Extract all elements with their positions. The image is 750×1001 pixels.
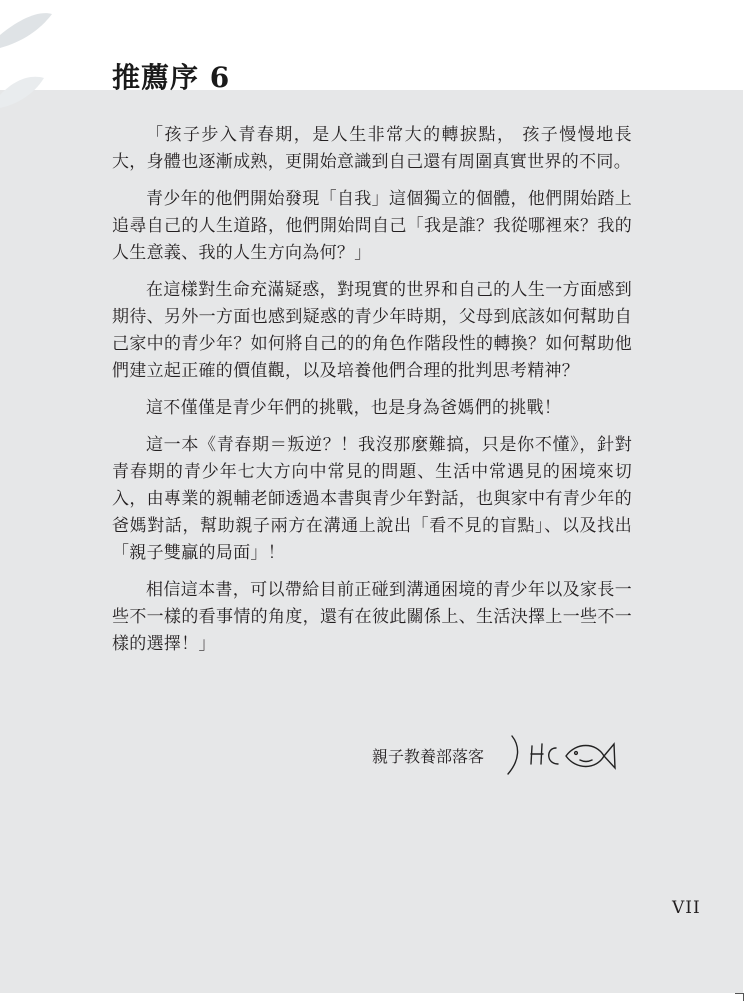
- author-title: 親子教養部落客: [372, 746, 485, 766]
- leaf-decoration-icon: [0, 0, 70, 140]
- paragraph: 這不僅僅是青少年們的挑戰，也是身為爸媽們的挑戰！: [146, 398, 562, 418]
- crop-mark: [743, 993, 744, 1001]
- page-number: VII: [672, 898, 701, 918]
- paragraph: 在這樣對生命充滿疑惑，對現實的世界和自己的人生一方面感到期待、另外一方面也感到疑惑的青少年時期，父母到底該如何幫助自己家中的青少年？如何將自己的的角色作階段性的轉換？如何幫助他們建立起正確的價值觀，以及培養他們合理的批判思考精神？: [112, 280, 632, 381]
- paragraph: 相信這本書，可以帶給目前正碰到溝通困境的青少年以及家長一些不一樣的看事情的角度，還有在彼此關係上、生活決擇上一些不一樣的選擇！」: [112, 580, 632, 654]
- paragraph: 青少年的他們開始發現「自我」這個獨立的個體，他們開始踏上追尋自己的人生道路，他們開始問自己「我是誰？我從哪裡來？我的人生意義、我的人生方向為何？」: [112, 189, 632, 263]
- foreword-body: [112, 122, 632, 668]
- paragraph: 「孩子步入青春期，是人生非常大的轉捩點， 孩子慢慢地長大，身體也逐漸成熟，更開始意識到自己還有周圍真實世界的不同。: [112, 125, 632, 172]
- page-heading: 推薦序 6: [112, 61, 231, 94]
- signature-block: [372, 730, 618, 780]
- handwritten-signature-icon: [506, 730, 618, 780]
- crop-mark: [735, 993, 743, 994]
- paragraph: 這一本《青春期＝叛逆？！我沒那麼難搞，只是你不懂》，針對青春期的青少年七大方向中常見的問題、生活中常遇見的困境來切入，由專業的親輔老師透過本書與青少年對話，也與家中有青少年的爸媽對話，幫助親子兩方在溝通上說出「看不見的盲點」、以及找出「親子雙贏的局面」！: [112, 435, 632, 563]
